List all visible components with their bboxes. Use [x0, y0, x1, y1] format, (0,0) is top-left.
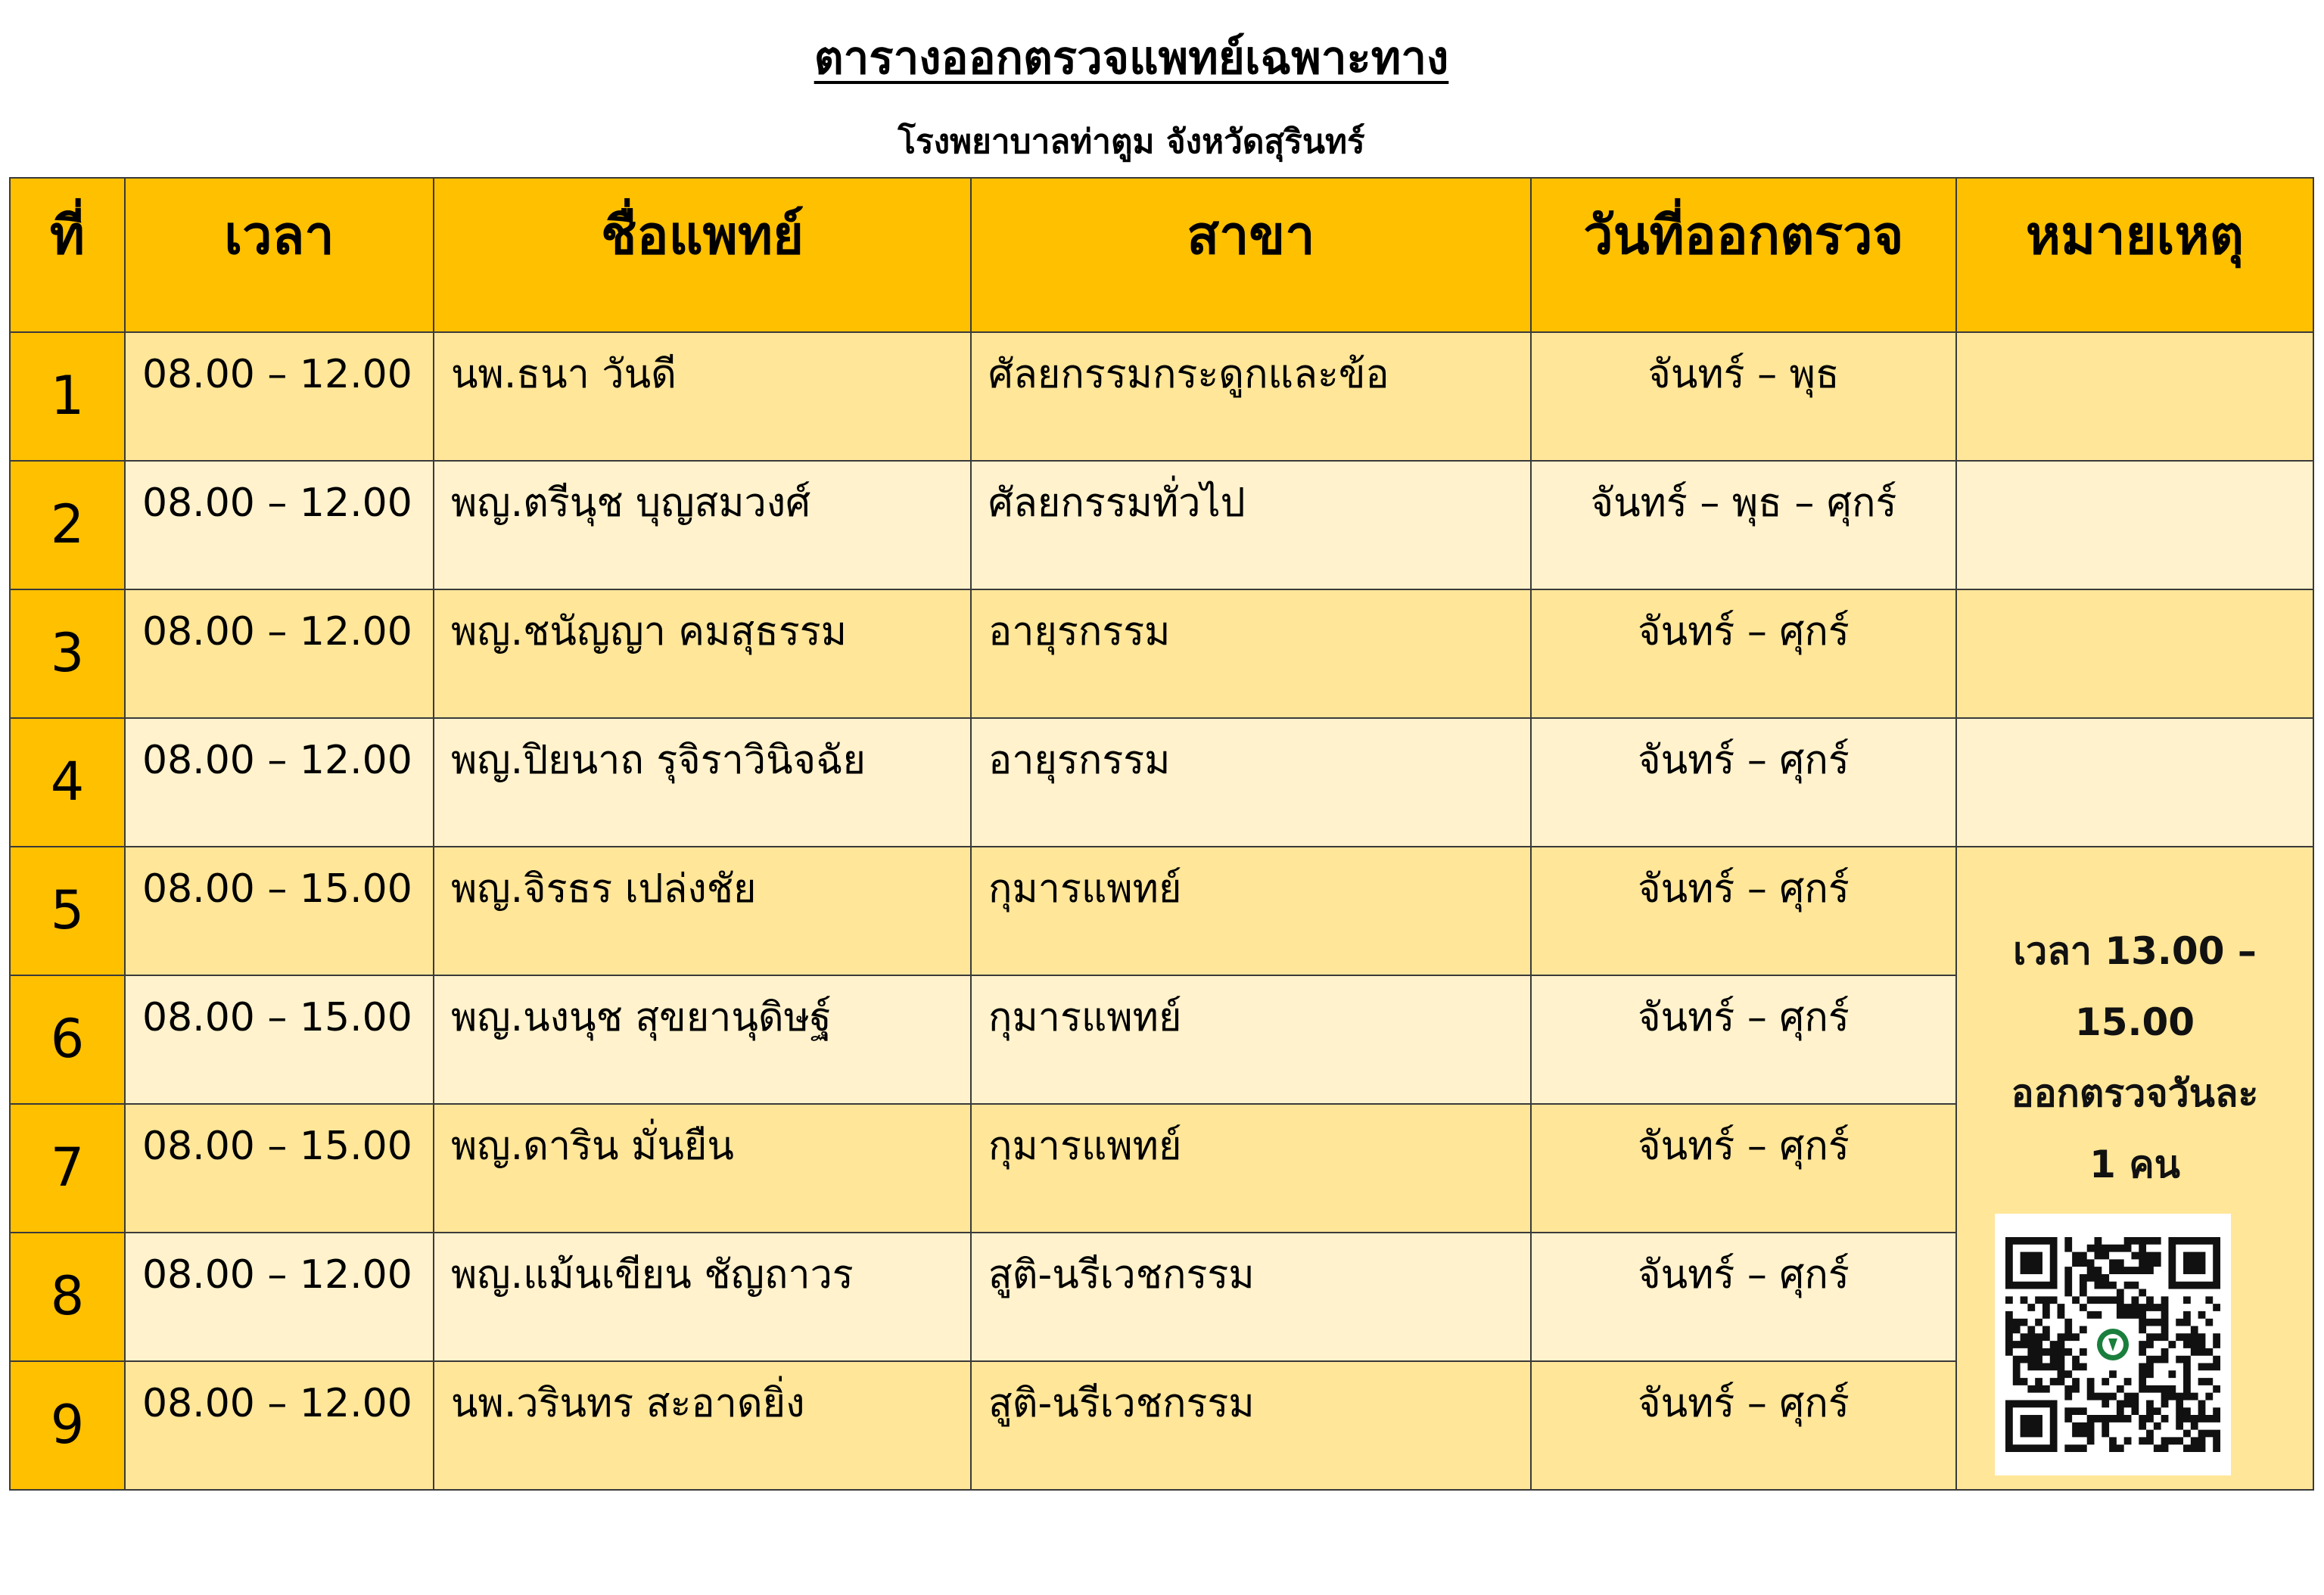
branch-cell: สูติ-นรีเวชกรรม: [971, 1361, 1531, 1490]
column-header-no: ที่: [10, 178, 125, 332]
column-header-branch: สาขา: [971, 178, 1531, 332]
note-cell-empty: [1956, 718, 2313, 847]
doctor-cell: นพ.วรินทร สะอาดยิ่ง: [434, 1361, 971, 1490]
note-cell-empty: [1956, 589, 2313, 718]
note-line: ออกตรวจวันละ: [2011, 1071, 2259, 1115]
row-number: 5: [10, 847, 125, 975]
table-row: [10, 589, 2313, 718]
doctor-cell: พญ.ดาริน มั่นยืน: [434, 1104, 971, 1233]
schedule-table: [9, 177, 2314, 1491]
time-cell: 08.00 – 12.00: [125, 718, 434, 847]
page-title: [0, 24, 2263, 92]
branch-cell: กุมารแพทย์: [971, 847, 1531, 975]
doctor-cell: พญ.ตรีนุช บุญสมวงศ์: [434, 461, 971, 589]
table-row: [10, 461, 2313, 589]
column-header-time: เวลา: [125, 178, 434, 332]
branch-cell: อายุรกรรม: [971, 718, 1531, 847]
row-number: 6: [10, 975, 125, 1104]
days-cell: จันทร์ – ศุกร์: [1531, 975, 1956, 1104]
time-cell: 08.00 – 15.00: [125, 1104, 434, 1233]
qr-code-icon: [1995, 1214, 2231, 1475]
branch-cell: สูติ-นรีเวชกรรม: [971, 1233, 1531, 1361]
branch-cell: ศัลยกรรมทั่วไป: [971, 461, 1531, 589]
branch-cell: อายุรกรรม: [971, 589, 1531, 718]
time-cell: 08.00 – 15.00: [125, 975, 434, 1104]
time-cell: 08.00 – 12.00: [125, 332, 434, 461]
note-cell-empty: [1956, 332, 2313, 461]
row-number: 2: [10, 461, 125, 589]
time-cell: 08.00 – 12.00: [125, 1361, 434, 1490]
row-number: 4: [10, 718, 125, 847]
days-cell: จันทร์ – ศุกร์: [1531, 718, 1956, 847]
doctor-cell: พญ.นงนุช สุขยานุดิษฐ์: [434, 975, 971, 1104]
note-line: เวลา 13.00 –: [2013, 929, 2257, 973]
page-title-text: ตารางออกตรวจแพทย์เฉพาะทาง: [814, 32, 1449, 85]
note-line: 15.00: [2074, 1000, 2195, 1044]
time-cell: 08.00 – 12.00: [125, 1233, 434, 1361]
days-cell: จันทร์ – ศุกร์: [1531, 1233, 1956, 1361]
row-number: 3: [10, 589, 125, 718]
note-line: 1 คน: [2089, 1143, 2180, 1186]
branch-cell: กุมารแพทย์: [971, 975, 1531, 1104]
table-row: [10, 332, 2313, 461]
row-number: 8: [10, 1233, 125, 1361]
doctor-cell: พญ.จิรธร เปล่งชัย: [434, 847, 971, 975]
days-cell: จันทร์ – ศุกร์: [1531, 1104, 1956, 1233]
days-cell: จันทร์ – ศุกร์: [1531, 589, 1956, 718]
column-header-note: หมายเหตุ: [1956, 178, 2313, 332]
time-cell: 08.00 – 12.00: [125, 461, 434, 589]
table-row: [10, 718, 2313, 847]
page-subtitle: โรงพยาบาลท่าตูม จังหวัดสุรินทร์: [898, 123, 1365, 161]
table-header-row: [10, 178, 2313, 332]
days-cell: จันทร์ – พุธ – ศุกร์: [1531, 461, 1956, 589]
note-cell: [1956, 847, 2313, 1490]
time-cell: 08.00 – 12.00: [125, 589, 434, 718]
branch-cell: ศัลยกรรมกระดูกและข้อ: [971, 332, 1531, 461]
days-cell: จันทร์ – ศุกร์: [1531, 1361, 1956, 1490]
doctor-cell: นพ.ธนา วันดี: [434, 332, 971, 461]
time-cell: 08.00 – 15.00: [125, 847, 434, 975]
table-row: [10, 847, 2313, 975]
doctor-cell: พญ.ชนัญญา คมสุธรรม: [434, 589, 971, 718]
column-header-days: วันที่ออกตรวจ: [1531, 178, 1956, 332]
row-number: 9: [10, 1361, 125, 1490]
doctor-cell: พญ.แม้นเขียน ชัญถาวร: [434, 1233, 971, 1361]
note-text: [1957, 916, 2313, 1200]
doctor-cell: พญ.ปิยนาถ รุจิราวินิจฉัย: [434, 718, 971, 847]
column-header-doctor: ชื่อแพทย์: [434, 178, 971, 332]
branch-cell: กุมารแพทย์: [971, 1104, 1531, 1233]
qr-code-graphic: [1995, 1214, 2231, 1475]
row-number: 7: [10, 1104, 125, 1233]
days-cell: จันทร์ – ศุกร์: [1531, 847, 1956, 975]
days-cell: จันทร์ – พุธ: [1531, 332, 1956, 461]
row-number: 1: [10, 332, 125, 461]
note-cell-empty: [1956, 461, 2313, 589]
